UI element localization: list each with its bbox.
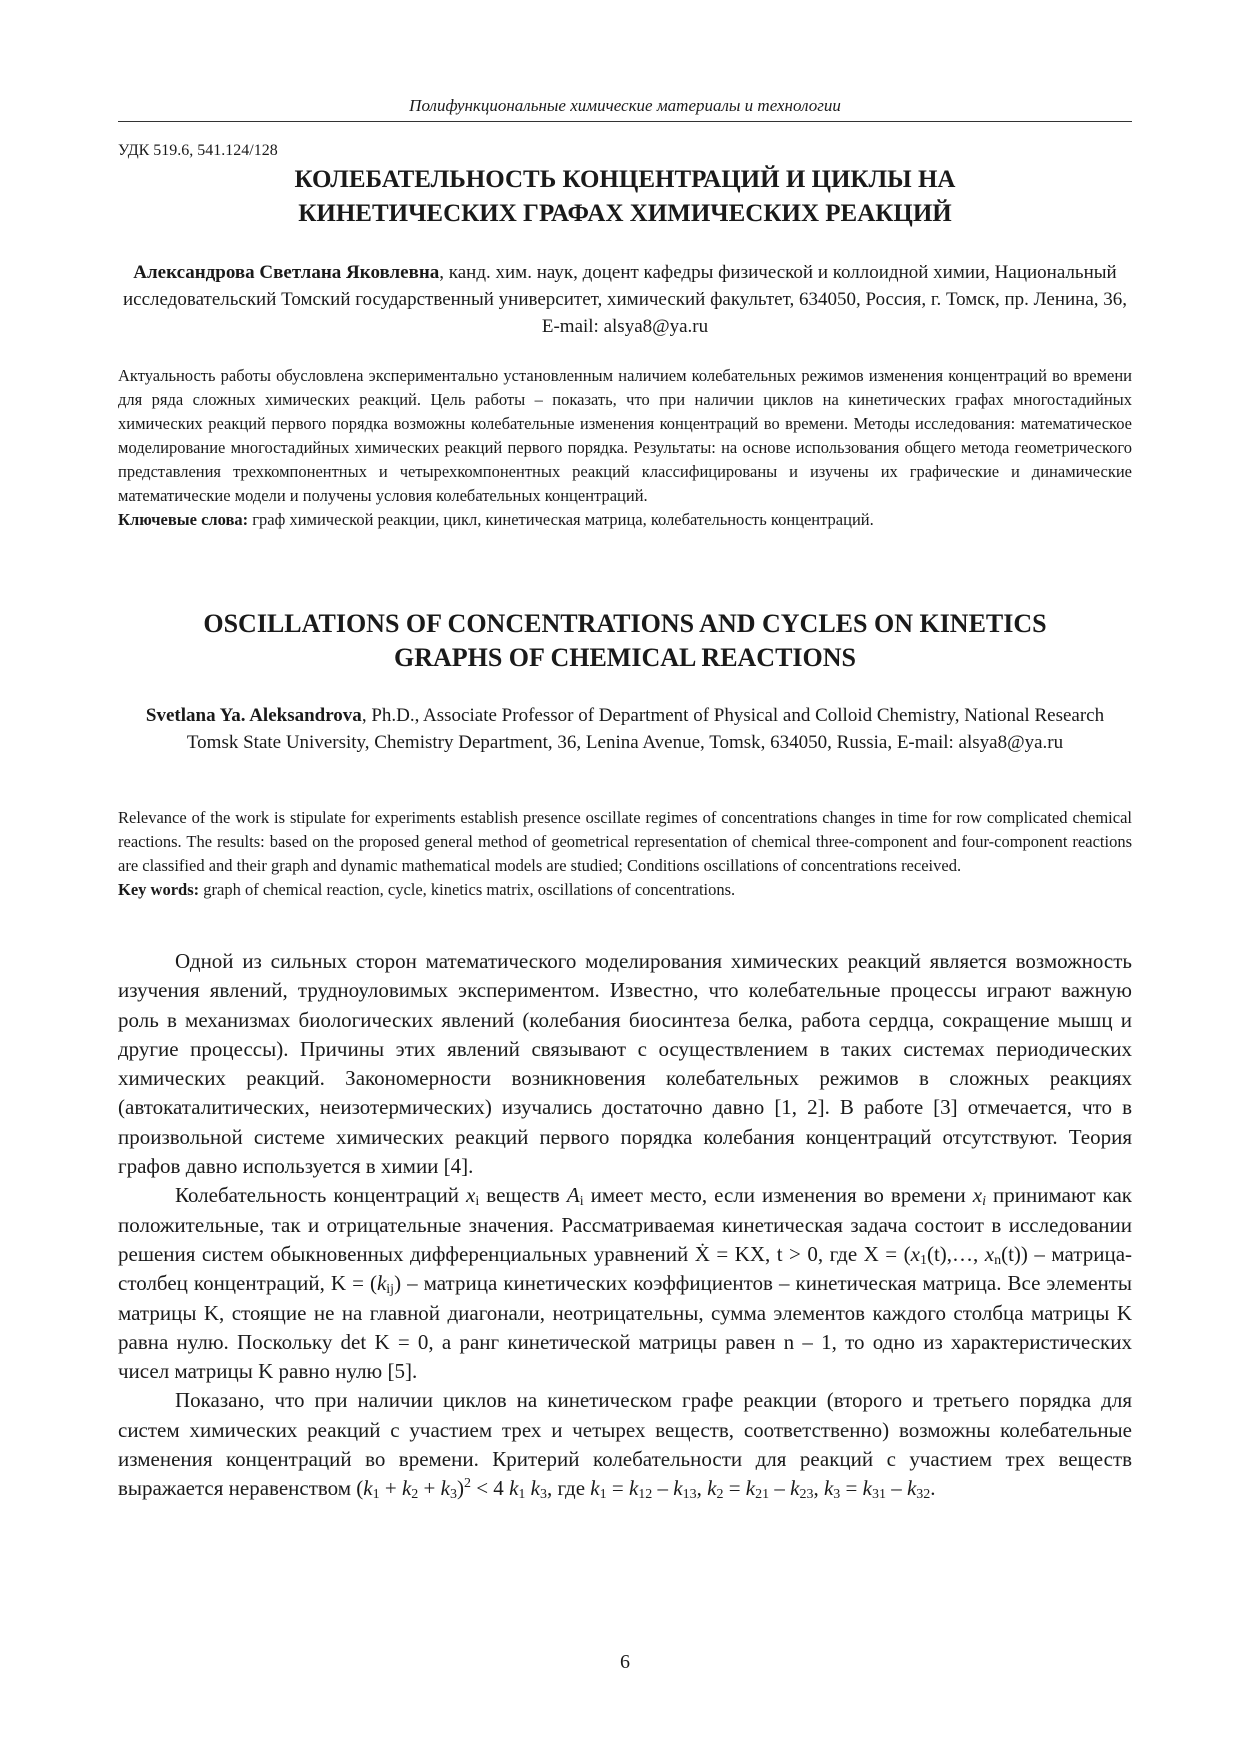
body-paragraph-1: Одной из сильных сторон математического моделирования химических реакций является возможность изучения явлений, трудноуловимых экспериментом. Известно, что колебательные процессы играют важную роль в механизмах биологических явлений (колебания биосинтеза белка, работа сердца, сокращение мышц и другие процессы). Причины этих явлений связывают с осуществлением в таких системах периодических химических реакций. Закономерности возникновения колебательных режимов в сложных реакциях (автокаталитических, неизотермических) изучались достаточно давно [1, 2]. В работе [3] отмечается, что в произвольной системе химических реакций первого порядка колебания концентраций отсутствуют. Теория графов давно используется в химии [4].	[118, 949, 1132, 1179]
keywords-ru-text: граф химической реакции, цикл, кинетическая матрица, колебательность концентраций.	[248, 510, 874, 529]
abstract-en	[118, 806, 1132, 902]
author-en-name: Svetlana Ya. Aleksandrova	[145, 705, 362, 726]
keywords-ru-label: Ключевые слова:	[118, 510, 249, 529]
keywords-en-label: Key words:	[118, 880, 200, 899]
keywords-ru	[118, 508, 1132, 532]
author-en	[118, 702, 1132, 756]
keywords-en-text: graph of chemical reaction, cycle, kinetics matrix, oscillations of concentrations.	[199, 880, 736, 899]
title-ru-line-1: КОЛЕБАТЕЛЬНОСТЬ КОНЦЕНТРАЦИЙ И ЦИКЛЫ НА	[294, 166, 956, 193]
udc-code: УДК 519.6, 541.124/128	[118, 142, 278, 159]
author-en-affiliation: , Ph.D., Associate Professor of Department of Physical and Colloid Chemistry, National Research Tomsk State University, Chemistry Department, 36, Lenina Avenue, Tomsk, 634050, Russia, E-mail: alsya8@ya.ru	[186, 705, 1105, 753]
abstract-ru	[118, 364, 1132, 532]
title-ru	[118, 163, 1132, 231]
title-en-line-1: OSCILLATIONS OF CONCENTRATIONS AND CYCLES ON KINETICS	[203, 609, 1047, 638]
author-ru-affiliation: , канд. хим. наук, доцент кафедры физической и коллоидной химии, Национальный исследовательский Томский государственный университет, химический факультет, 634050, Россия, г. Томск, пр. Ленина, 36, E-mail: alsya8@ya.ru	[122, 262, 1128, 337]
body-paragraph-2: Колебательность концентраций $x_i$ веществ $A_i$ имеет место, если изменения во времени $x_i$ принимают как положительные, так и отрицательные значения. Рассматриваемая кинетическая задача состоит в исследовании решения систем обыкновенных дифференциальных уравнений Ẋ = KX, t > 0, где $X = (x_1(t),\dots$, $x_n(t)$) – матрица-столбец концентраций, $K = (k_{ij})$ – матрица кинетических коэффициентов – кинетическая матрица. Все элементы матрицы K, стоящие не на главной диагонали, неотрицательны, сумма элементов каждого столбца матрицы K равна нулю. Поскольку det K = 0, а ранг кинетической матрицы равен n – 1, то одно из характеристических чисел матрицы K равно нулю [5].	[118, 1183, 1133, 1384]
page-number: 6	[620, 1651, 630, 1673]
author-ru	[118, 259, 1132, 340]
abstract-en-text: Relevance of the work is stipulate for experiments establish presence oscillate regimes of concentrations changes in time for row complicated chemical reactions. The results: based on the proposed general method of geometrical representation of chemical three-component and four-component reactions are classified and their graph and dynamic mathematical models are studied; Conditions oscillations of concentrations received.	[118, 808, 1132, 875]
title-ru-line-2: КИНЕТИЧЕСКИХ ГРАФАХ ХИМИЧЕСКИХ РЕАКЦИЙ	[298, 200, 952, 227]
body-text	[118, 947, 1132, 1504]
body-paragraph-3: Показано, что при наличии циклов на кинетическом графе реакции (второго и третьего порядка для систем химических реакций с участием трех и четырех веществ, соответственно) возможны колебательные изменения концентраций во времени. Критерий колебательности для реакций с участием трех веществ выражается неравенством $(k_1 + k_2 + k_3)^2 < 4$ $k_1$ $k_3$, где $k_1 = k_{12} - k_{13}$, $k_2 = k_{21} - k_{23}$, $k_3 = k_{31} - k_{32}$.	[118, 1388, 1132, 1503]
author-ru-name: Александрова Светлана Яковлевна	[133, 262, 440, 283]
abstract-ru-text: Актуальность работы обусловлена экспериментально установленным наличием колебательных режимов изменения концентраций во времени для ряда сложных химических реакций. Цель работы – показать, что при наличии циклов на кинетических графах многостадийных химических реакций первого порядка возможны колебательные изменения концентраций во времени. Методы исследования: математическое моделирование многостадийных химических реакций первого порядка. Результаты: на основе использования общего метода геометрического представления трехкомпонентных и четырехкомпонентных реакций классифицированы и изучены их графические и динамические математические модели и получены условия колебательных концентраций.	[118, 366, 1132, 505]
title-en	[118, 607, 1132, 675]
running-head: Полифункциональные химические материалы и технологии	[118, 96, 1132, 122]
keywords-en	[118, 878, 1132, 902]
title-en-line-2: GRAPHS OF CHEMICAL REACTIONS	[393, 643, 857, 672]
